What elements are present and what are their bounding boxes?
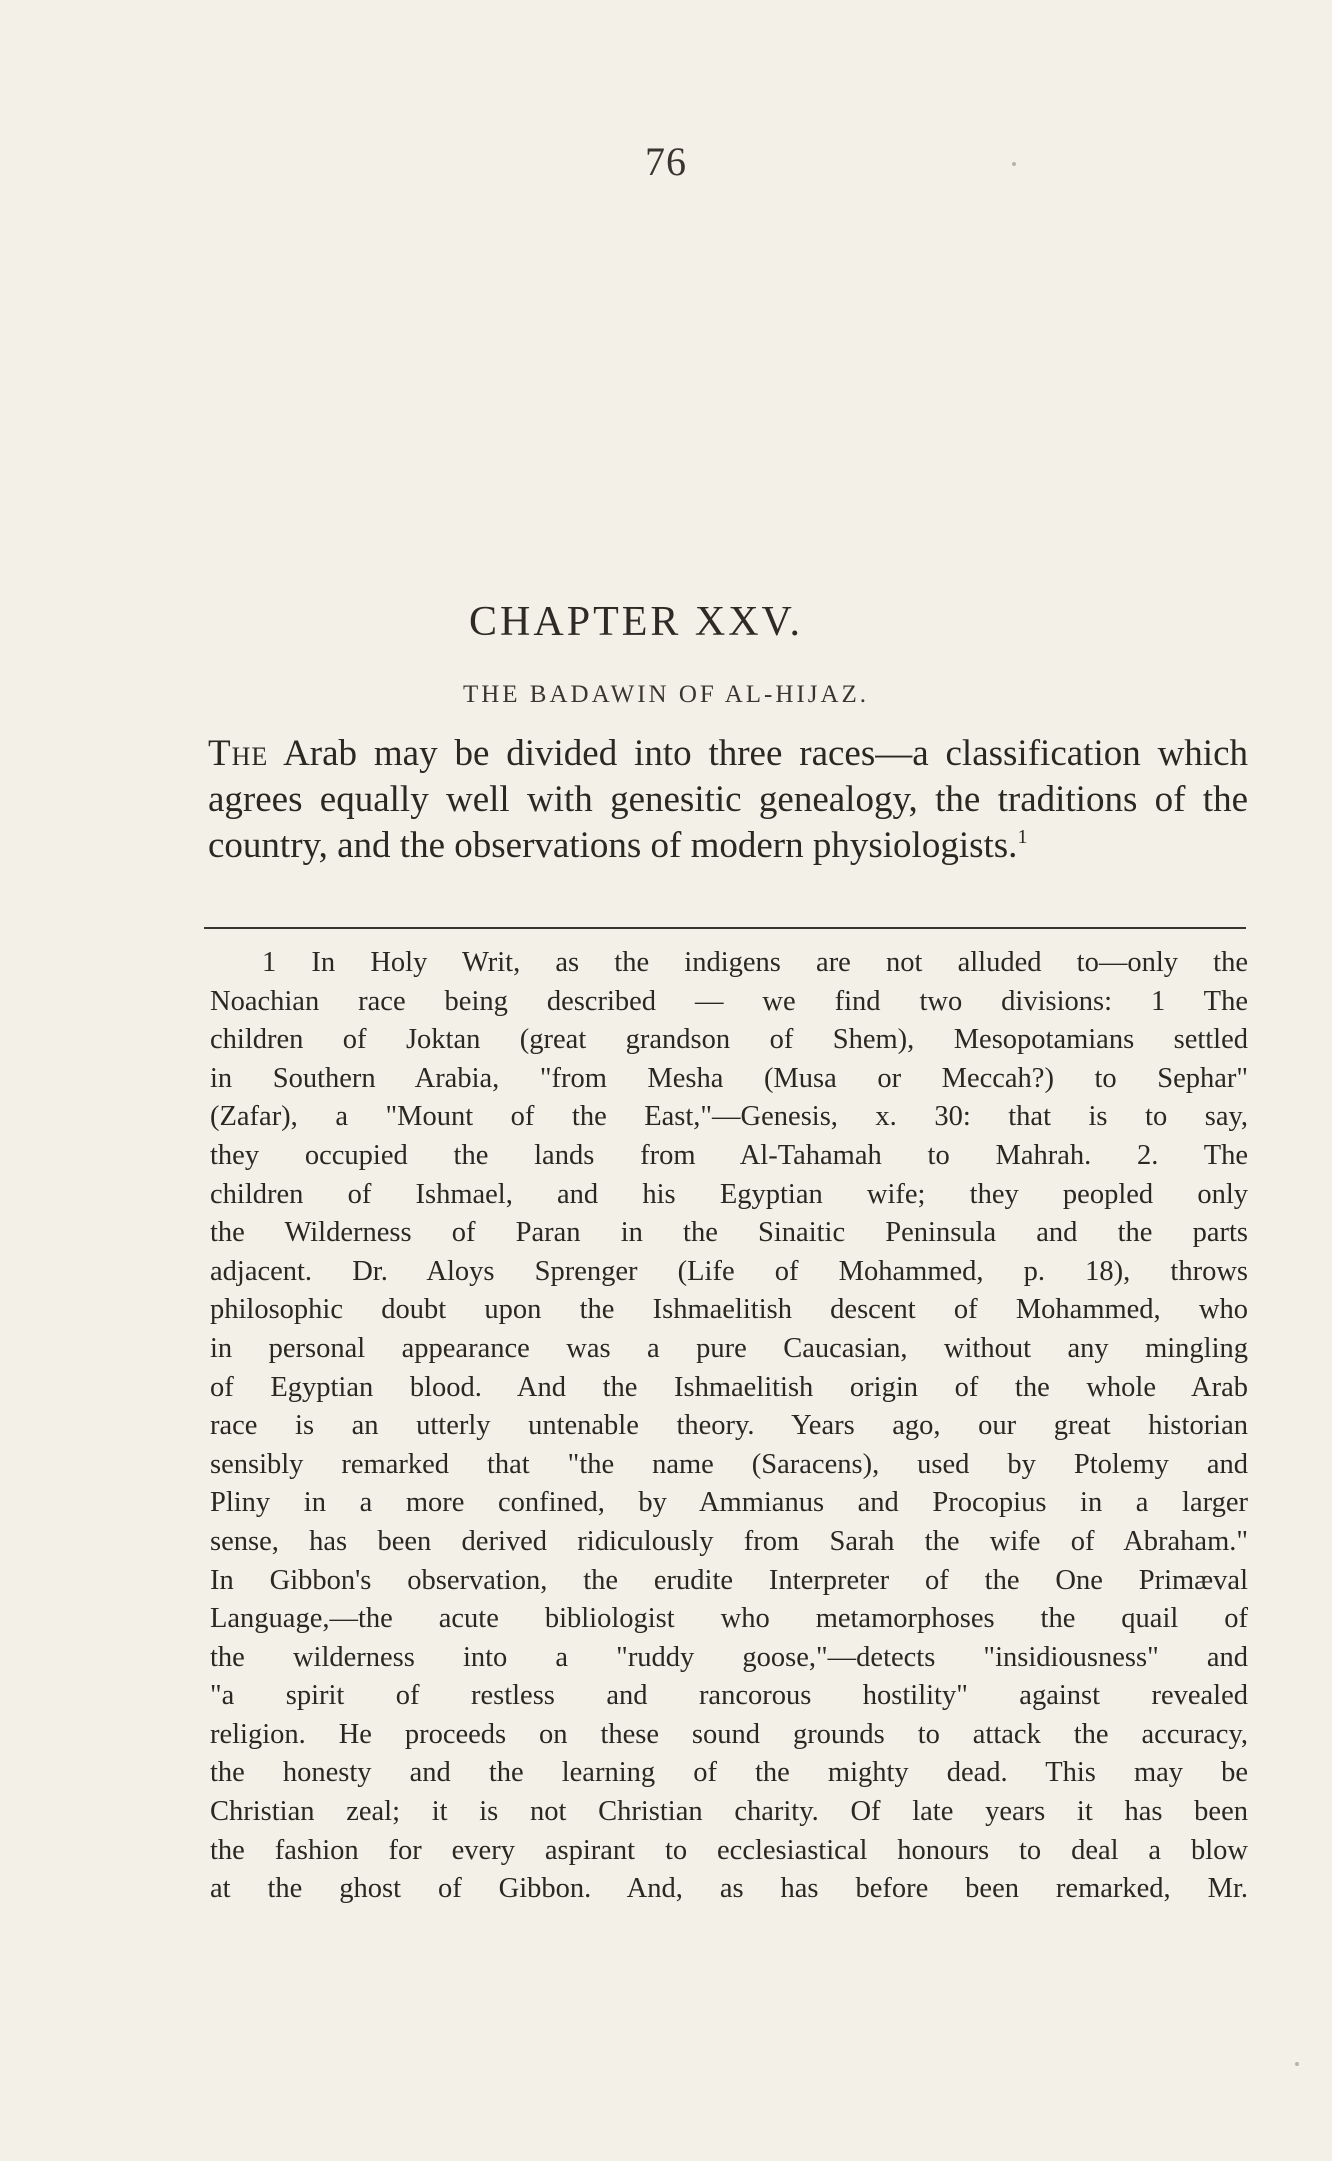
footnote (210, 944, 1248, 1909)
footnote-line: religion. He proceeds on these sound grounds to attack the accuracy, (210, 1718, 1248, 1750)
footnote-line: children of Ishmael, and his Egyptian wife; they peopled only (210, 1178, 1248, 1210)
footnote-line: race is an utterly untenable theory. Years ago, our great historian (210, 1410, 1248, 1442)
footnote-line: the fashion for every aspirant to ecclesiastical honours to deal a blow (210, 1834, 1248, 1866)
footnote-line: sense, has been derived ridiculously from Sarah the wife of Abraham." (210, 1525, 1248, 1557)
footnote-reference: 1 (1017, 826, 1028, 848)
footnote-line: Christian zeal; it is not Christian charity. Of late years it has been (210, 1796, 1248, 1828)
footnote-line: they occupied the lands from Al-Tahamah to Mahrah. 2. The (210, 1139, 1248, 1171)
lead-word: The (208, 733, 269, 774)
footnote-line: Noachian race being described — we find two divisions: 1 The (210, 985, 1248, 1017)
footnote-line: "a spirit of restless and rancorous hostility" against revealed (210, 1680, 1248, 1712)
footnote-line: of Egyptian blood. And the Ishmaelitish origin of the whole Arab (210, 1371, 1248, 1403)
footnote-line: the wilderness into a "ruddy goose,"—detects "insidiousness" and (210, 1641, 1248, 1673)
footnote-line: 1 In Holy Writ, as the indigens are not alluded to—only the (262, 947, 1248, 978)
footnote-line: Language,—the acute bibliologist who metamorphoses the quail of (210, 1603, 1248, 1635)
chapter-title: CHAPTER XXV. (469, 599, 803, 645)
paper-speck (1012, 162, 1016, 166)
footnote-line: (Zafar), a "Mount of the East,"—Genesis, x. 30: that is to say, (210, 1101, 1248, 1133)
footnote-line: children of Joktan (great grandson of Shem), Mesopotamians settled (210, 1024, 1248, 1056)
footnote-line: the Wilderness of Paran in the Sinaitic Peninsula and the parts (210, 1217, 1248, 1249)
main-paragraph (208, 731, 1248, 869)
footnote-line: the honesty and the learning of the mighty dead. This may be (210, 1757, 1248, 1789)
paper-speck (1295, 2062, 1299, 2066)
footnote-line: at the ghost of Gibbon. And, as has before been remarked, Mr. (210, 1873, 1248, 1905)
footnote-divider (204, 927, 1246, 929)
footnote-line: sensibly remarked that "the name (Saracens), used by Ptolemy and (210, 1448, 1248, 1480)
chapter-subtitle: THE BADAWIN OF AL-HIJAZ. (462, 681, 870, 708)
paragraph-body: Arab may be divided into three races—a classification which agrees equally well with genesitic genealogy, the traditions of the country, and the observations of modern physiologists. (208, 733, 1248, 866)
footnote-line: Pliny in a more confined, by Ammianus and Procopius in a larger (210, 1487, 1248, 1519)
footnote-line: adjacent. Dr. Aloys Sprenger (Life of Mohammed, p. 18), throws (210, 1255, 1248, 1287)
footnote-line: in Southern Arabia, "from Mesha (Musa or Meccah?) to Sephar" (210, 1062, 1248, 1094)
page-number: 76 (645, 139, 687, 184)
footnote-line: in personal appearance was a pure Caucasian, without any mingling (210, 1332, 1248, 1364)
footnote-line: In Gibbon's observation, the erudite Interpreter of the One Primæval (210, 1564, 1248, 1596)
footnote-line: philosophic doubt upon the Ishmaelitish descent of Mohammed, who (210, 1294, 1248, 1326)
